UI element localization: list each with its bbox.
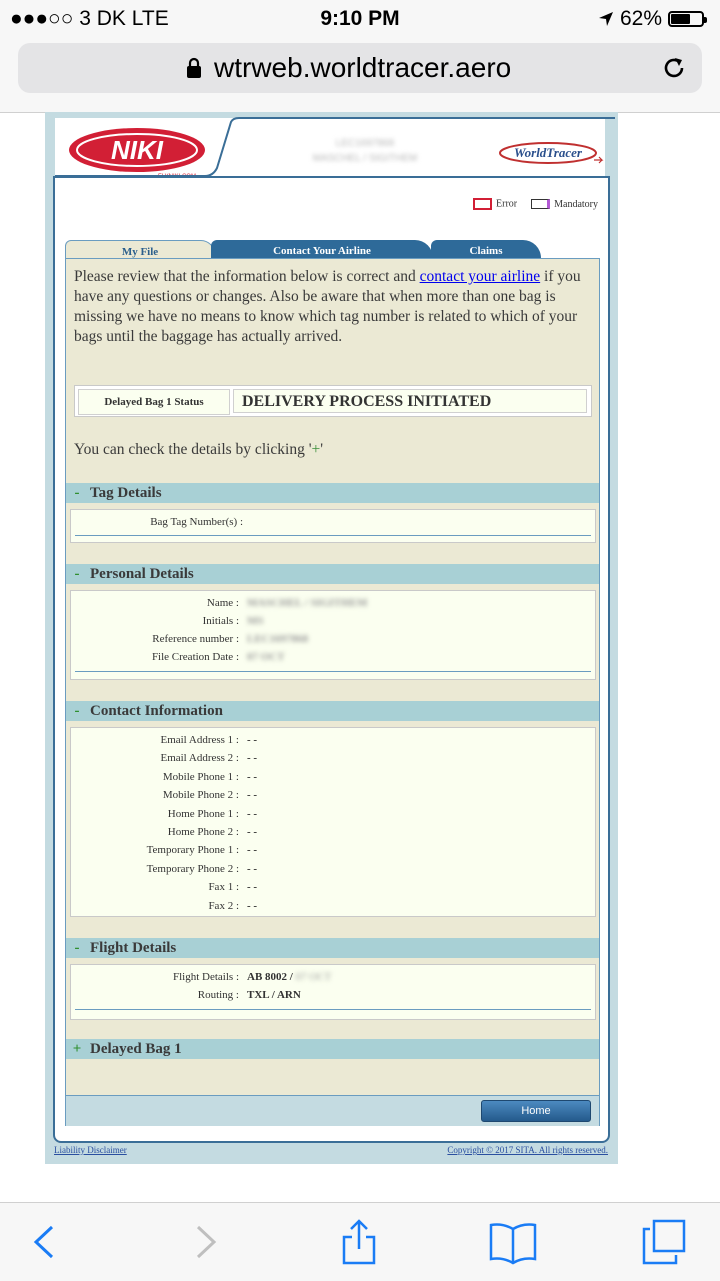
- lock-icon: [186, 57, 202, 79]
- contact-field: Home Phone 2 : - -: [167, 826, 258, 838]
- contact-information-header[interactable]: - Contact Information: [66, 701, 599, 721]
- delayed-bag-header[interactable]: + Delayed Bag 1: [66, 1039, 599, 1059]
- tab-claims[interactable]: Claims: [431, 240, 541, 260]
- battery-icon: [668, 11, 704, 27]
- field-file-creation-date: File Creation Date : 07 OCT: [151, 651, 285, 663]
- carrier-signal: ●●●○○ 3 DK LTE: [10, 7, 169, 30]
- bag-status-value: DELIVERY PROCESS INITIATED: [233, 389, 587, 413]
- svg-text:WorldTracer: WorldTracer: [514, 145, 582, 160]
- back-icon[interactable]: [20, 1219, 70, 1265]
- personal-details-body: [70, 590, 596, 680]
- expand-toggle[interactable]: +: [72, 1041, 82, 1057]
- browser-toolbar: [0, 38, 720, 113]
- details-hint: You can check the details by clicking '+': [74, 441, 324, 458]
- tab-my-file[interactable]: My File: [65, 240, 215, 261]
- action-bar: [66, 1095, 599, 1126]
- status-right: [598, 7, 704, 31]
- field-flight-details: Flight Details : AB 8002 / 07 OCT: [173, 971, 332, 983]
- battery-percent: 62%: [619, 7, 662, 30]
- bookmarks-icon[interactable]: [488, 1219, 538, 1265]
- svg-text:NIKI: NIKI: [111, 135, 163, 165]
- tabs-icon[interactable]: [640, 1219, 690, 1265]
- flight-details-body: [70, 964, 596, 1020]
- divider: [75, 1009, 591, 1010]
- collapse-toggle[interactable]: -: [74, 703, 80, 719]
- field-reference-number: Reference number : LEC1697868: [152, 633, 309, 645]
- contact-field: Home Phone 1 : - -: [167, 807, 258, 820]
- copyright-link[interactable]: Copyright © 2017 SITA. All rights reserved.: [447, 1145, 608, 1155]
- contact-field: Temporary Phone 2 : - -: [146, 862, 258, 875]
- mandatory-swatch: [531, 199, 550, 209]
- contact-field: Fax 1 : - -: [208, 881, 258, 894]
- address-bar[interactable]: [18, 43, 702, 93]
- liability-disclaimer-link[interactable]: Liability Disclaimer: [54, 1145, 127, 1155]
- legend-error: Error: [473, 198, 517, 210]
- contact-field: Temporary Phone 1 : - -: [146, 844, 258, 857]
- safari-bottom-toolbar: [0, 1202, 720, 1281]
- url-text: wtrweb.worldtracer.aero: [214, 52, 512, 83]
- personal-details-header[interactable]: - Personal Details: [66, 564, 599, 584]
- collapse-toggle[interactable]: -: [74, 485, 80, 501]
- legend-mandatory: Mandatory: [531, 199, 598, 210]
- contact-information-body: [70, 727, 596, 917]
- bag-status-row: [74, 385, 592, 417]
- reload-icon[interactable]: [660, 54, 688, 82]
- tag-details-header[interactable]: - Tag Details: [66, 483, 599, 503]
- contact-field: Email Address 2 : - -: [160, 752, 258, 765]
- share-icon[interactable]: [334, 1219, 384, 1265]
- location-arrow-icon: [598, 11, 614, 27]
- contact-field: Email Address 1 : - -: [160, 734, 258, 746]
- contact-field: Fax 2 : - -: [208, 899, 258, 912]
- field-routing: Routing : TXL / ARN: [197, 989, 301, 1001]
- contact-field: Mobile Phone 2 : - -: [162, 789, 258, 802]
- flight-details-header[interactable]: - Flight Details: [66, 938, 599, 958]
- field-legend: [473, 198, 598, 210]
- battery-level: [671, 14, 690, 24]
- header-passenger-info: LEC1697868 MASCHEL / SIGITHEM: [312, 138, 418, 164]
- forward-icon[interactable]: [180, 1219, 230, 1265]
- my-file-panel: [65, 258, 600, 1126]
- tab-bar: [65, 240, 600, 260]
- collapse-toggle[interactable]: -: [74, 566, 80, 582]
- tab-contact-airline[interactable]: Contact Your Airline: [211, 240, 433, 260]
- bag-status-label: Delayed Bag 1 Status: [78, 389, 230, 415]
- content-frame: [53, 176, 610, 1143]
- status-bar: [0, 0, 720, 38]
- divider: [75, 535, 591, 536]
- tag-details-body: Bag Tag Number(s) :: [70, 509, 596, 543]
- worldtracer-page: [45, 112, 618, 1164]
- contact-field: Mobile Phone 1 : - -: [162, 770, 258, 783]
- clock: 9:10 PM: [320, 7, 400, 30]
- intro-text: Please review that the information below is correct and contact your airline if you have any questions or changes. Also be aware that when more than one bag is missing we have no means to know which tag number is related to which of your bags until the baggage has actually arrived.: [74, 268, 581, 345]
- field-name: Name : MASCHEL / SIGITHEM: [206, 597, 368, 609]
- contact-airline-link[interactable]: contact your airline: [419, 268, 541, 285]
- error-swatch: [473, 198, 492, 210]
- collapse-toggle[interactable]: -: [74, 940, 80, 956]
- divider: [75, 671, 591, 672]
- field-initials: Initials : MS: [202, 615, 264, 627]
- home-button[interactable]: Home: [481, 1100, 591, 1122]
